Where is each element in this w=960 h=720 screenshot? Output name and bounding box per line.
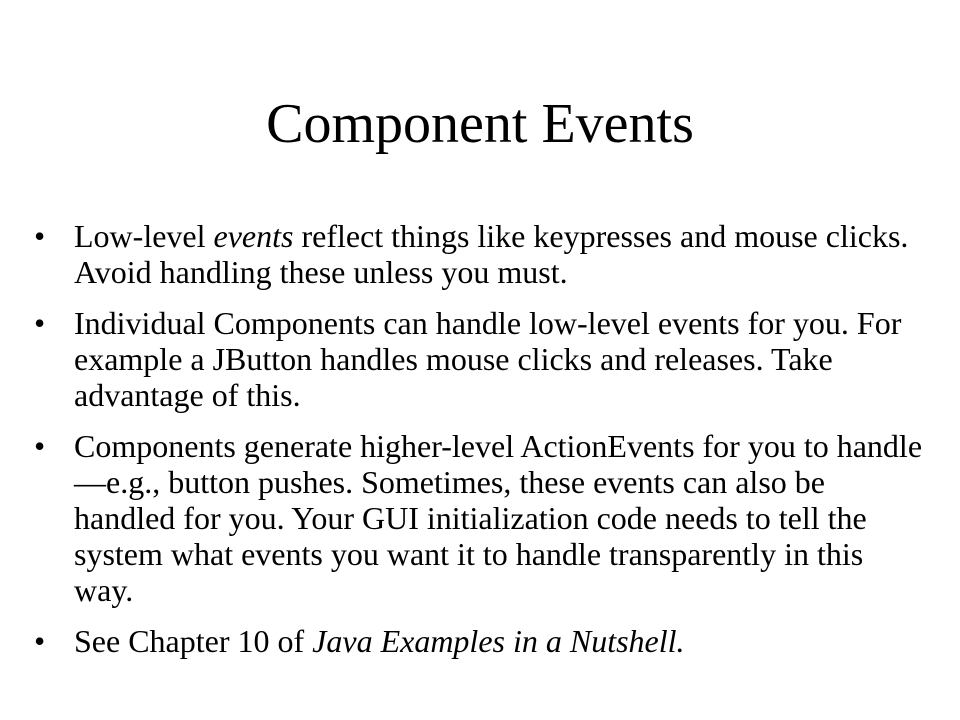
slide-title: Component Events [266,93,694,155]
bullet-marker: • [34,305,46,341]
book-title: Java Examples in a Nutshell. [312,623,685,659]
bullet-text-emphasis: events [213,218,294,254]
bullet-item-low-level-events [30,218,930,290]
bullet-text [74,623,930,659]
bullet-item-individual-components [30,305,930,413]
bullet-text [74,218,930,290]
bullet-text-before: Low-level [74,218,214,254]
bullet-item-see-chapter [30,623,930,659]
bullet-list [30,218,930,674]
bullet-marker: • [34,623,46,659]
bullet-marker: • [34,218,46,254]
bullet-text-before: See Chapter 10 of [74,623,313,659]
bullet-text-after: reflect things like keypresses and mouse clicks. Avoid handling these unless you must. [74,218,909,290]
bullet-item-action-events [30,428,930,608]
bullet-marker: • [34,428,46,464]
bullet-text: Components generate higher-level ActionEvents for you to handle—e.g., button pushes. Sometimes, these events can also be handled for you. Your GUI initialization code needs to tell the system what events you want it to handle transparently in this way. [74,428,923,608]
bullet-text: Individual Components can handle low-level events for you. For example a JButton handles mouse clicks and releases. Take advantage of this. [74,305,902,413]
